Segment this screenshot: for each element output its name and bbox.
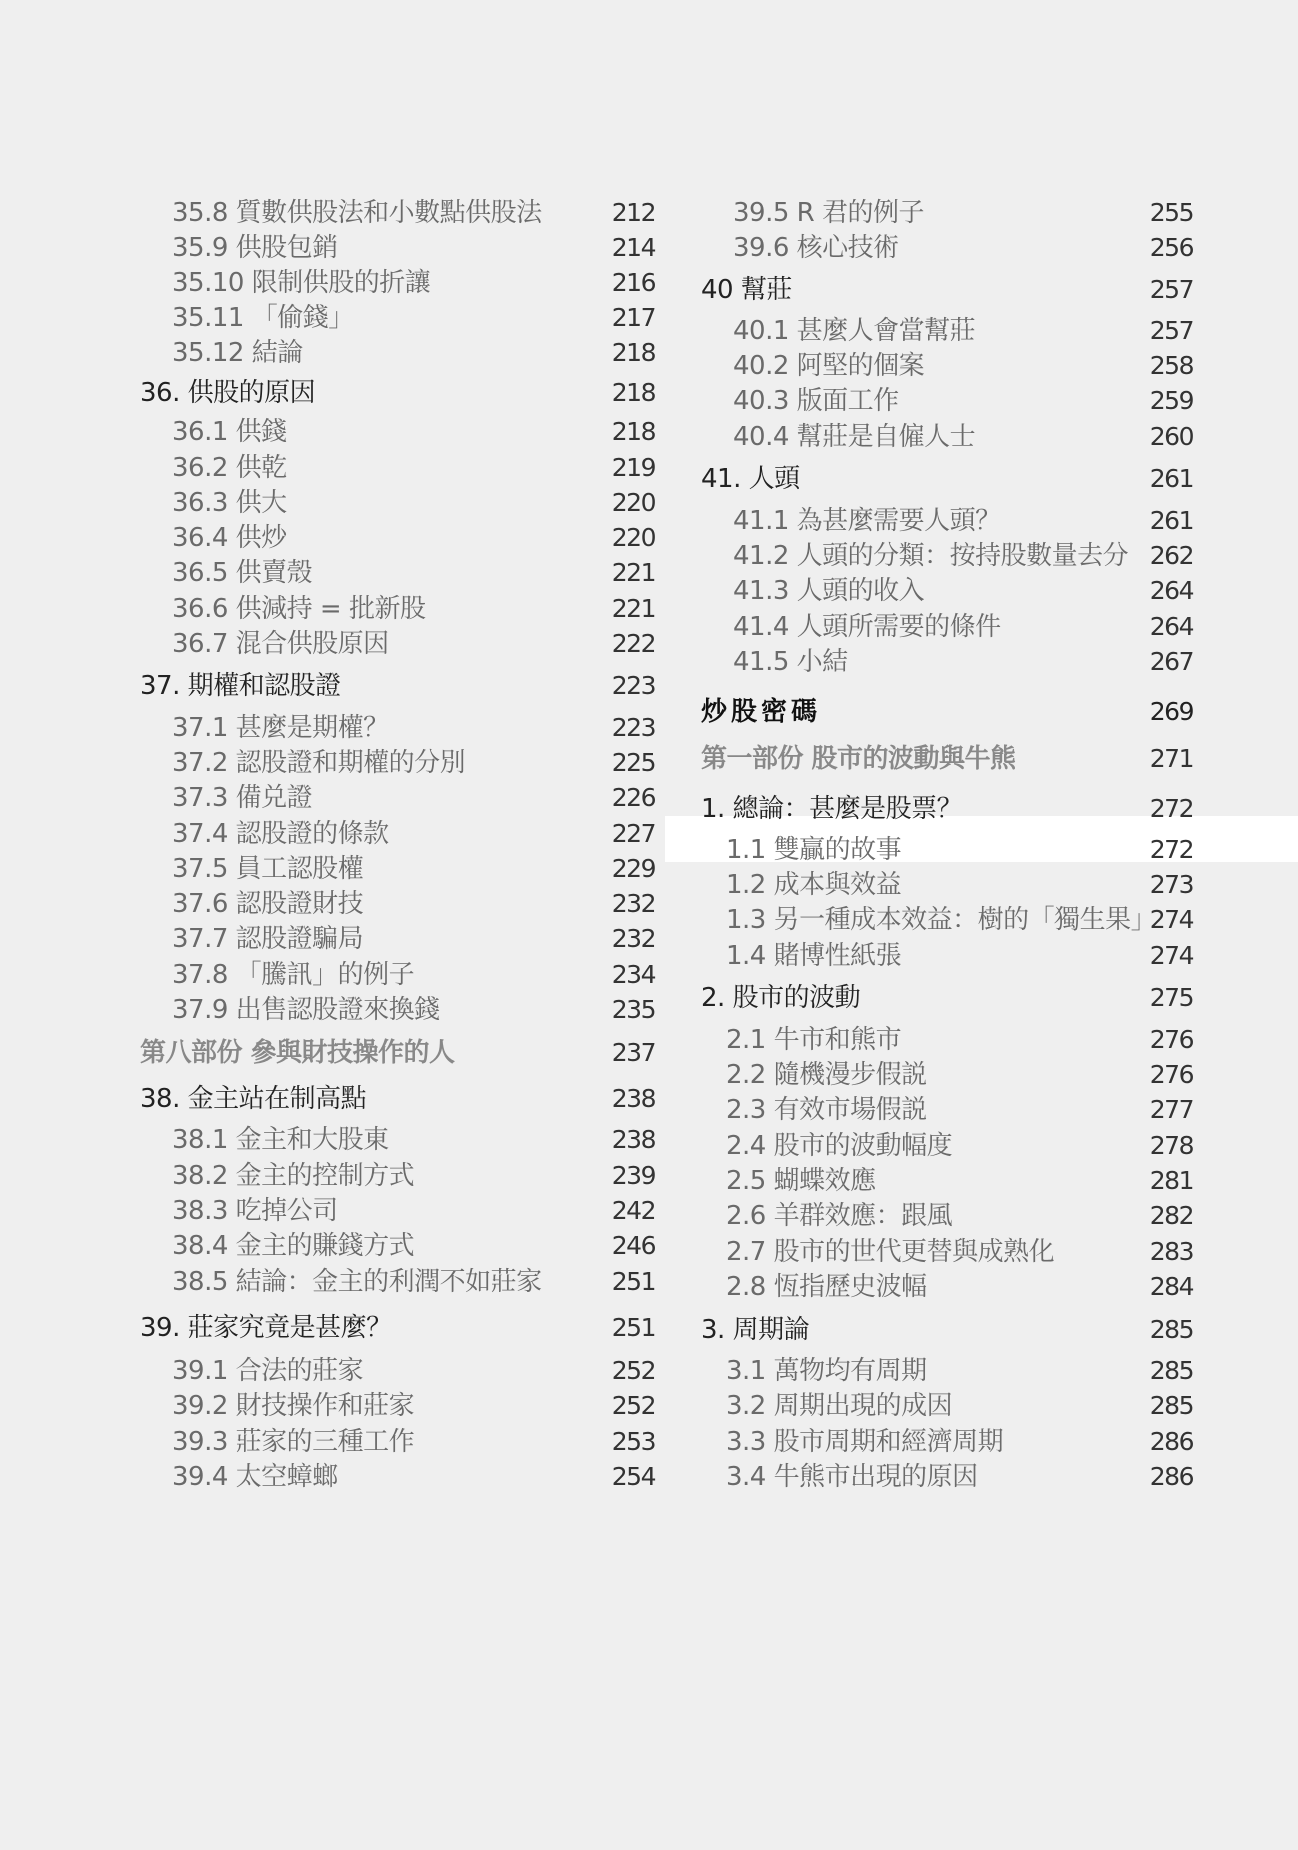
toc-entry-title: 2.2 隨機漫步假説 <box>726 1060 927 1090</box>
toc-entry-title: 2.7 股市的世代更替與成熟化 <box>726 1237 1055 1267</box>
toc-entry-title: 38.3 吃掉公司 <box>172 1196 338 1226</box>
toc-entry-page-number: 277 <box>1149 1095 1193 1124</box>
toc-entry-page-number: 285 <box>1149 1356 1193 1385</box>
toc-entry-page-number: 212 <box>611 198 655 227</box>
toc-entry-title: 35.10 限制供股的折讓 <box>172 268 431 298</box>
toc-entry-page-number: 226 <box>611 783 655 812</box>
toc-entry-title: 39. 莊家究竟是甚麼？ <box>140 1313 392 1343</box>
toc-entry-title: 38. 金主站在制高點 <box>140 1084 367 1114</box>
toc-entry-page-number: 271 <box>1149 744 1193 773</box>
toc-entry-page-number: 218 <box>611 417 655 446</box>
toc-entry-title: 1.2 成本與效益 <box>726 870 902 900</box>
toc-entry-page-number: 286 <box>1149 1427 1193 1456</box>
toc-entry-title: 36.1 供錢 <box>172 417 287 447</box>
toc-entry-title: 1.3 另一種成本效益：樹的「獨生果」 <box>726 905 1157 935</box>
toc-entry-title: 37.1 甚麼是期權？ <box>172 713 389 743</box>
toc-entry-page-number: 281 <box>1149 1166 1193 1195</box>
toc-entry-page-number: 251 <box>611 1313 655 1342</box>
toc-entry-page-number: 239 <box>611 1161 655 1190</box>
toc-entry-title: 第八部份 參與財技操作的人 <box>140 1038 455 1068</box>
toc-entry-title: 2.4 股市的波動幅度 <box>726 1131 953 1161</box>
toc-entry-page-number: 286 <box>1149 1462 1193 1491</box>
toc-entry-page-number: 252 <box>611 1356 655 1385</box>
toc-entry-title: 2. 股市的波動 <box>701 983 861 1013</box>
toc-entry-title: 36.4 供炒 <box>172 523 287 553</box>
toc-entry-title: 41.4 人頭所需要的條件 <box>733 612 1001 642</box>
toc-entry-title: 1.4 賭博性紙張 <box>726 941 902 971</box>
toc-entry-page-number: 214 <box>611 233 655 262</box>
toc-entry-page-number: 257 <box>1149 275 1193 304</box>
toc-entry-title: 38.1 金主和大股東 <box>172 1125 389 1155</box>
toc-entry-title: 39.2 財技操作和莊家 <box>172 1391 415 1421</box>
toc-entry-page-number: 252 <box>611 1391 655 1420</box>
toc-entry-page-number: 261 <box>1149 464 1193 493</box>
toc-entry-title: 36.3 供大 <box>172 488 287 518</box>
toc-entry-title: 1. 總論：甚麼是股票？ <box>701 794 963 824</box>
toc-entry-page-number: 238 <box>611 1125 655 1154</box>
toc-entry-page-number: 272 <box>1149 835 1193 864</box>
toc-entry-title: 39.1 合法的莊家 <box>172 1356 364 1386</box>
toc-entry-title: 37.7 認股證騙局 <box>172 924 364 954</box>
toc-entry-page-number: 285 <box>1149 1315 1193 1344</box>
toc-entry-page-number: 225 <box>611 748 655 777</box>
toc-entry-page-number: 218 <box>611 378 655 407</box>
toc-entry-page-number: 253 <box>611 1427 655 1456</box>
toc-entry-page-number: 218 <box>611 338 655 367</box>
toc-entry-title: 37. 期權和認股證 <box>140 671 341 701</box>
toc-entry-page-number: 285 <box>1149 1391 1193 1420</box>
toc-entry-title: 41.3 人頭的收入 <box>733 576 925 606</box>
toc-entry-title: 36.5 供賣殼 <box>172 558 313 588</box>
toc-entry-page-number: 246 <box>611 1231 655 1260</box>
toc-entry-title: 40.3 版面工作 <box>733 386 899 416</box>
toc-entry-title: 37.6 認股證財技 <box>172 889 364 919</box>
toc-entry-title: 40.2 阿堅的個案 <box>733 351 925 381</box>
toc-entry-page-number: 257 <box>1149 316 1193 345</box>
toc-entry-page-number: 267 <box>1149 647 1193 676</box>
toc-entry-title: 39.5 R 君的例子 <box>733 198 924 228</box>
toc-entry-title: 2.8 恆指歷史波幅 <box>726 1272 927 1302</box>
toc-entry-title: 38.4 金主的賺錢方式 <box>172 1231 415 1261</box>
toc-entry-page-number: 217 <box>611 303 655 332</box>
toc-entry-page-number: 223 <box>611 671 655 700</box>
toc-entry-title: 41.1 為甚麼需要人頭？ <box>733 506 1001 536</box>
toc-entry-title: 40.1 甚麼人會當幫莊 <box>733 316 976 346</box>
toc-entry-title: 39.3 莊家的三種工作 <box>172 1427 415 1457</box>
toc-entry-page-number: 220 <box>611 523 655 552</box>
toc-entry-title: 2.1 牛市和熊市 <box>726 1025 902 1055</box>
toc-entry-page-number: 223 <box>611 713 655 742</box>
toc-entry-page-number: 269 <box>1149 697 1193 726</box>
toc-entry-title: 1.1 雙贏的故事 <box>726 835 902 865</box>
toc-entry-page-number: 276 <box>1149 1060 1193 1089</box>
toc-entry-page-number: 261 <box>1149 506 1193 535</box>
toc-entry-title: 36.7 混合供股原因 <box>172 629 389 659</box>
toc-entry-page-number: 274 <box>1149 905 1193 934</box>
toc-entry-title: 41.2 人頭的分類：按持股數量去分 <box>733 541 1129 571</box>
toc-entry-title: 38.5 結論：金主的利潤不如莊家 <box>172 1267 542 1297</box>
toc-entry-title: 37.8 「騰訊」的例子 <box>172 960 415 990</box>
toc-entry-title: 37.2 認股證和期權的分別 <box>172 748 466 778</box>
toc-entry-page-number: 255 <box>1149 198 1193 227</box>
toc-entry-page-number: 234 <box>611 960 655 989</box>
toc-entry-title: 37.3 備兑證 <box>172 783 313 813</box>
toc-entry-page-number: 235 <box>611 995 655 1024</box>
toc-entry-page-number: 284 <box>1149 1272 1193 1301</box>
toc-entry-title: 3.2 周期出現的成因 <box>726 1391 953 1421</box>
toc-entry-page-number: 273 <box>1149 870 1193 899</box>
toc-entry-page-number: 219 <box>611 453 655 482</box>
toc-entry-page-number: 221 <box>611 558 655 587</box>
toc-entry-page-number: 227 <box>611 819 655 848</box>
toc-entry-page-number: 237 <box>611 1038 655 1067</box>
toc-entry-page-number: 264 <box>1149 612 1193 641</box>
toc-entry-title: 2.3 有效市場假説 <box>726 1095 927 1125</box>
toc-entry-title: 35.8 質數供股法和小數點供股法 <box>172 198 542 228</box>
toc-entry-title: 35.11 「偷錢」 <box>172 303 354 333</box>
toc-entry-title: 3.1 萬物均有周期 <box>726 1356 927 1386</box>
toc-entry-title: 37.9 出售認股證來換錢 <box>172 995 440 1025</box>
toc-entry-title: 40 幫莊 <box>701 275 792 305</box>
toc-entry-page-number: 216 <box>611 268 655 297</box>
toc-entry-page-number: 283 <box>1149 1237 1193 1266</box>
toc-entry-title: 炒股密碼 <box>701 697 822 727</box>
toc-entry-title: 第一部份 股市的波動與牛熊 <box>701 744 1016 774</box>
toc-entry-page-number: 238 <box>611 1084 655 1113</box>
toc-entry-title: 37.5 員工認股權 <box>172 854 364 884</box>
toc-entry-page-number: 229 <box>611 854 655 883</box>
toc-entry-page-number: 282 <box>1149 1201 1193 1230</box>
toc-entry-title: 2.5 蝴蝶效應 <box>726 1166 876 1196</box>
toc-entry-page-number: 221 <box>611 594 655 623</box>
toc-entry-title: 40.4 幫莊是自僱人士 <box>733 422 976 452</box>
toc-entry-title: 38.2 金主的控制方式 <box>172 1161 415 1191</box>
toc-entry-title: 39.6 核心技術 <box>733 233 899 263</box>
toc-entry-page-number: 251 <box>611 1267 655 1296</box>
toc-entry-title: 2.6 羊群效應：跟風 <box>726 1201 953 1231</box>
toc-entry-title: 35.9 供股包銷 <box>172 233 338 263</box>
toc-entry-page-number: 276 <box>1149 1025 1193 1054</box>
toc-entry-page-number: 220 <box>611 488 655 517</box>
toc-entry-title: 36.6 供減持 = 批新股 <box>172 594 426 624</box>
toc-entry-page-number: 259 <box>1149 386 1193 415</box>
toc-entry-page-number: 274 <box>1149 941 1193 970</box>
toc-entry-page-number: 254 <box>611 1462 655 1491</box>
toc-entry-page-number: 272 <box>1149 794 1193 823</box>
toc-entry-title: 41.5 小結 <box>733 647 848 677</box>
toc-entry-page-number: 256 <box>1149 233 1193 262</box>
toc-entry-title: 3.4 牛熊市出現的原因 <box>726 1462 978 1492</box>
toc-entry-title: 37.4 認股證的條款 <box>172 819 389 849</box>
toc-entry-page-number: 275 <box>1149 983 1193 1012</box>
toc-entry-page-number: 232 <box>611 889 655 918</box>
toc-entry-title: 36. 供股的原因 <box>140 378 316 408</box>
toc-entry-page-number: 258 <box>1149 351 1193 380</box>
toc-entry-title: 36.2 供乾 <box>172 453 287 483</box>
toc-entry-page-number: 242 <box>611 1196 655 1225</box>
toc-entry-title: 35.12 結論 <box>172 338 303 368</box>
toc-entry-title: 41. 人頭 <box>701 464 800 494</box>
toc-entry-title: 3.3 股市周期和經濟周期 <box>726 1427 1004 1457</box>
toc-entry-page-number: 232 <box>611 924 655 953</box>
toc-entry-page-number: 262 <box>1149 541 1193 570</box>
toc-entry-title: 3. 周期論 <box>701 1315 810 1345</box>
toc-entry-page-number: 278 <box>1149 1131 1193 1160</box>
toc-entry-page-number: 222 <box>611 629 655 658</box>
toc-entry-page-number: 264 <box>1149 576 1193 605</box>
toc-entry-page-number: 260 <box>1149 422 1193 451</box>
toc-entry-title: 39.4 太空蟑螂 <box>172 1462 338 1492</box>
